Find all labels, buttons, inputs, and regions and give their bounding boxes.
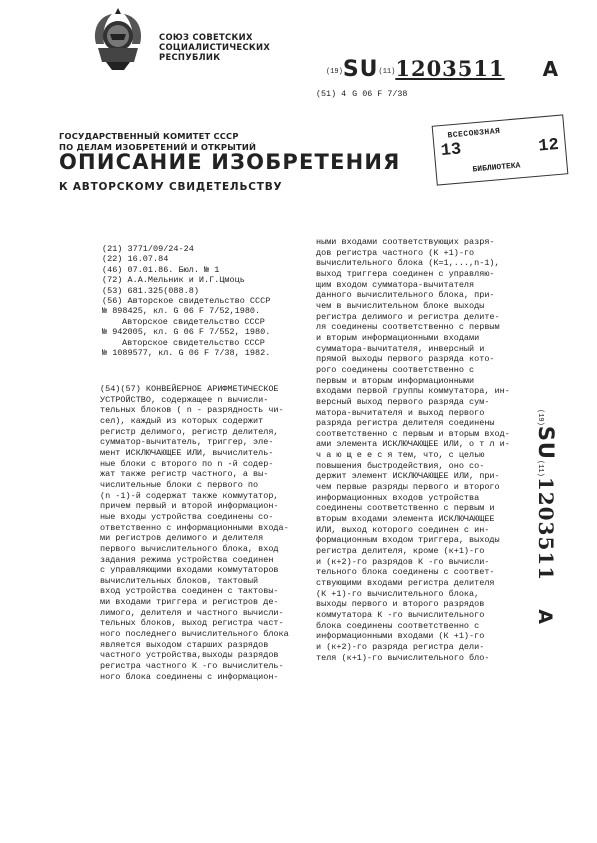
text-line: ного блока соединены с информацион- bbox=[100, 671, 279, 682]
inid-code-11: (11) bbox=[378, 67, 396, 76]
biblio-line: (46) 07.01.86. Бюл. № 1 bbox=[102, 264, 220, 275]
text-line: матора-вычитателя и выход первого bbox=[316, 407, 485, 418]
document-kind: A bbox=[542, 57, 559, 81]
biblio-line: Авторское свидетельство СССР bbox=[122, 337, 265, 348]
text-line: коммутатора К -го вычислительного bbox=[316, 609, 485, 620]
text-line: держит элемент ИСКЛЮЧАЮЩЕЕ ИЛИ, при- bbox=[316, 471, 500, 482]
text-line: (n -1)-й содержат также коммутатор, bbox=[100, 490, 279, 501]
text-line: регистра делимого и регистра делите- bbox=[316, 311, 500, 322]
biblio-line: Авторское свидетельство СССР bbox=[122, 316, 265, 327]
text-line: с управляющими входами коммутаторов bbox=[100, 565, 279, 576]
patent-number: 1203511 bbox=[395, 56, 505, 81]
text-line: выходы первого и второго разрядов bbox=[316, 599, 485, 610]
text-line: данного вычислительного блока, при- bbox=[316, 290, 495, 301]
text-line: тельного блока соединены с соответ- bbox=[316, 567, 495, 578]
biblio-line: № 942005, кл. G 06 F 7/552, 1980. bbox=[102, 327, 271, 338]
text-line: ля соединены соответственно с первым bbox=[316, 322, 500, 333]
text-line: частного устройства,выходы разрядов bbox=[100, 650, 279, 661]
side-patent-number bbox=[524, 409, 564, 659]
text-line: УСТРОЙСТВО, содержащее n вычисли- bbox=[100, 394, 269, 405]
ipc-classification bbox=[316, 89, 413, 99]
ipc-code-label: (51) 4 bbox=[316, 89, 347, 99]
stamp-digits-right: 12 bbox=[537, 135, 560, 157]
text-line: формационным входом триггера, выходы bbox=[316, 535, 500, 546]
biblio-line: (56) Авторское свидетельство СССР bbox=[102, 296, 271, 307]
text-line: задания режима устройства соединен bbox=[100, 554, 274, 565]
biblio-line: (22) 16.07.84 bbox=[102, 254, 169, 265]
biblio-line: № 1089577, кл. G 06 F 7/38, 1982. bbox=[102, 348, 271, 359]
text-line: (54)(57) КОНВЕЙЕРНОЕ АРИФМЕТИЧЕСКОЕ bbox=[100, 384, 279, 394]
issuer-line: РЕСПУБЛИК bbox=[159, 52, 221, 62]
text-line: ными входами соответствующих разря- bbox=[316, 237, 495, 247]
text-line: ми входами триггера и регистров де- bbox=[100, 597, 279, 608]
side-patent-number-value: 1203511 bbox=[534, 476, 558, 582]
biblio-line: (21) 3771/09/24-24 bbox=[102, 244, 194, 254]
text-line: прямой выходы первого разряда кото- bbox=[316, 354, 495, 365]
text-line: ного последнего вычислительного блока bbox=[100, 629, 289, 640]
committee-line: ПО ДЕЛАМ ИЗОБРЕТЕНИЙ И ОТКРЫТИЙ bbox=[59, 142, 257, 152]
text-line: блока соединены соответственно с bbox=[316, 620, 480, 631]
biblio-line: (72) А.А.Мельник и И.Г.Цмоць bbox=[102, 275, 245, 286]
text-line: регистр делимого, регистр делителя, bbox=[100, 426, 279, 437]
inid-code-19: (19) bbox=[326, 67, 343, 76]
text-line: информационными входами (К +1)-го bbox=[316, 631, 485, 642]
text-line: жат также регистр частного, а вы- bbox=[100, 469, 269, 480]
text-line: соединены соответственно с первым и bbox=[316, 503, 495, 514]
text-line: тельных блоков, выход регистра част- bbox=[100, 618, 284, 629]
stamp-digits-left: 13 bbox=[440, 140, 463, 162]
text-line: регистра частного К -го вычислитель- bbox=[100, 661, 284, 672]
state-emblem-icon bbox=[86, 4, 150, 76]
text-line: сумматор-вычитатель, триггер, эле- bbox=[100, 437, 274, 448]
text-line: выход триггера соединен с управляю- bbox=[316, 268, 495, 279]
country-code: SU bbox=[342, 57, 379, 82]
side-country-code: SU bbox=[534, 425, 558, 460]
text-line: теля (к+1)-го вычислительного бло- bbox=[316, 652, 490, 663]
text-line: информационных входов устройства bbox=[316, 492, 480, 503]
committee-line: ГОСУДАРСТВЕННЫЙ КОМИТЕТ СССР bbox=[59, 131, 239, 141]
issuer-name bbox=[159, 32, 270, 62]
text-line: щим входом сумматора-вычитателя bbox=[316, 279, 475, 290]
issuer-line: СОЦИАЛИСТИЧЕСКИХ bbox=[159, 42, 271, 52]
text-line: версный выход первого разряда сум- bbox=[316, 396, 490, 407]
text-line: ные блоки с второго по n -й содер- bbox=[100, 458, 274, 469]
text-line: ствующими входами регистра делителя bbox=[316, 578, 495, 588]
ipc-value: G 06 F 7/38 bbox=[352, 89, 408, 99]
text-line: ные входы устройства соединены со- bbox=[100, 511, 274, 522]
text-line: соответственно с первым и вторым вход- bbox=[316, 428, 510, 439]
biblio-line: (53) 681.325(088.8) bbox=[102, 285, 199, 296]
text-line: мент ИСКЛЮЧАЮЩЕЕ ИЛИ, вычислитель- bbox=[100, 447, 274, 458]
text-line: регистра делителя, кроме (к+1)-го bbox=[316, 546, 485, 557]
claim-text-right-column bbox=[316, 237, 510, 663]
text-line: разряда регистра делителя соединены bbox=[316, 418, 495, 429]
patent-number-block bbox=[326, 56, 558, 82]
text-line: тельных блоков ( n - разрядность чи- bbox=[100, 405, 284, 416]
library-stamp bbox=[432, 114, 569, 185]
text-line: вход устройства соединен с тактовы- bbox=[100, 586, 279, 597]
biblio-line: № 898425, кл. G 06 F 7/52,1980. bbox=[102, 306, 261, 317]
text-line: и вторым информационными входами bbox=[316, 332, 480, 343]
side-inid-code-19: (19) bbox=[536, 409, 544, 426]
text-line: ИЛИ, выход которого соединен с ин- bbox=[316, 524, 490, 535]
text-line: ами элемента ИСКЛЮЧАЮЩЕЕ ИЛИ, о т л и- bbox=[316, 439, 510, 450]
text-line: первого вычислительного блока, вход bbox=[100, 543, 279, 554]
side-inid-code-11: (11) bbox=[536, 460, 544, 477]
text-line: сел), каждый из которых содержит bbox=[100, 415, 264, 426]
claim-text-left-column bbox=[100, 384, 289, 682]
stamp-line: ВСЕСОЮЗНАЯ bbox=[447, 126, 501, 141]
text-line: дов регистра частного (К +1)-го bbox=[316, 247, 475, 258]
text-line: (К +1)-го вычислительного блока, bbox=[316, 588, 480, 599]
text-line: числительные блоки с первого по bbox=[100, 479, 259, 490]
text-line: сумматора-вычитателя, инверсный и bbox=[316, 343, 485, 354]
text-line: ми регистров делимого и делителя bbox=[100, 533, 264, 544]
text-line: рого соединены соответственно с bbox=[316, 364, 475, 375]
text-line: чем в вычислительном блоке выходы bbox=[316, 300, 485, 311]
side-document-kind: A bbox=[534, 609, 556, 624]
text-line: чем первые разряды первого и второго bbox=[316, 482, 500, 493]
text-line: является выходом старших разрядов bbox=[100, 639, 269, 650]
text-line: и (к+2)-го разряда регистра дели- bbox=[316, 641, 485, 652]
text-line: причем первый и второй информацион- bbox=[100, 501, 279, 512]
text-line: вычислительного блока (К=1,...,n-1), bbox=[316, 258, 500, 269]
text-line: входами первой группы коммутатора, ин- bbox=[316, 386, 510, 397]
text-line: и (к+2)-го разрядов К -го вычисли- bbox=[316, 556, 490, 567]
document-subtitle: К АВТОРСКОМУ СВИДЕТЕЛЬСТВУ bbox=[59, 181, 283, 193]
issuer-line: СОЮЗ СОВЕТСКИХ bbox=[159, 32, 253, 42]
bibliographic-data bbox=[102, 244, 270, 358]
text-line: лимого, делителя и частного вычисли- bbox=[100, 607, 284, 618]
text-line: ответственно с информационными входа- bbox=[100, 522, 289, 533]
stamp-line: БИБЛИОТЕКА bbox=[472, 161, 521, 175]
document-title: ОПИСАНИЕ ИЗОБРЕТЕНИЯ bbox=[59, 150, 401, 174]
text-line: повышения быстродействия, оно со- bbox=[316, 460, 485, 471]
text-line: вторым входами элемента ИСКЛЮЧАЮЩЕЕ bbox=[316, 514, 495, 525]
text-line: ч а ю щ е е с я тем, что, с целью bbox=[316, 450, 485, 461]
text-line: вычислительных блоков, тактовый bbox=[100, 575, 259, 586]
text-line: первым и вторым информационными bbox=[316, 375, 475, 386]
